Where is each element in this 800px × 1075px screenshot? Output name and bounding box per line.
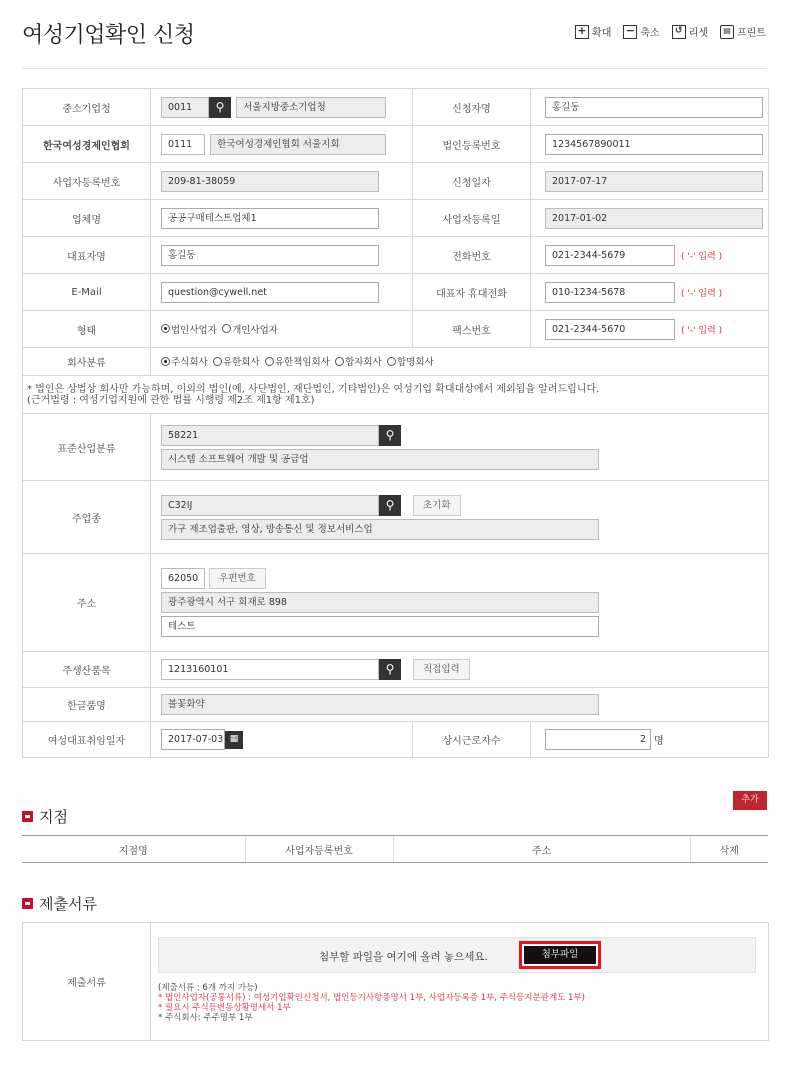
address-label: 주소	[23, 554, 151, 652]
zipcode-button[interactable]: 우편번호	[209, 568, 266, 589]
zoom-in-label: 확대	[592, 28, 612, 39]
printer-icon: ▤	[720, 25, 734, 39]
product-name-input: 볼꽃화약	[161, 694, 599, 715]
main-industry-code: C32IJ	[161, 495, 379, 516]
phone-label: 전화번호	[413, 237, 531, 274]
kwba-name: 한국여성경제인협회 서울지회	[210, 134, 386, 155]
kwba-code: 0111	[161, 134, 205, 155]
apply-date-label: 신청일자	[413, 163, 531, 200]
required-documents-info	[158, 983, 585, 1023]
radio-unchecked-icon	[213, 357, 222, 366]
main-product-label: 주생산품목	[23, 652, 151, 688]
section-marker-icon	[22, 898, 33, 909]
application-form	[22, 88, 769, 758]
sme-office-name: 서울지방중소기업청	[236, 97, 386, 118]
radio-unchecked-icon	[335, 357, 344, 366]
radio-unchecked-icon	[265, 357, 274, 366]
ceo-start-label: 여성대표취임일자	[23, 722, 151, 758]
ksic-name: 시스템 소프트웨어 개발 및 공급업	[161, 449, 599, 470]
radio-general-partnership[interactable]	[387, 354, 434, 368]
applicant-name-input[interactable]: 홍길동	[545, 97, 763, 118]
minus-icon: −	[623, 25, 637, 39]
plus-icon: +	[575, 25, 589, 39]
phone-hint: ( '-' 입력 )	[681, 251, 723, 262]
employees-input[interactable]: 2	[545, 729, 651, 750]
corp-reg-no-label: 법인등록번호	[413, 126, 531, 163]
radio-limited-partnership[interactable]	[335, 354, 382, 368]
ceo-name-label: 대표자명	[23, 237, 151, 274]
branch-table	[22, 835, 768, 863]
ceo-mobile-label: 대표자 휴대전화	[413, 274, 531, 311]
search-icon[interactable]: ⚲	[379, 495, 401, 516]
zipcode-input: 62050	[161, 568, 205, 589]
apply-date-input: 2017-07-17	[545, 171, 763, 192]
radio-individual[interactable]	[222, 322, 278, 336]
main-industry-name: 가구 제조업출판, 영상, 방송통신 및 정보서비스업	[161, 519, 599, 540]
direct-input-button[interactable]: 직접입력	[413, 659, 470, 680]
product-name-label: 한글품명	[23, 688, 151, 722]
required-doc: * 주식회사: 주주명부 1부	[158, 1013, 253, 1023]
email-input[interactable]: question@cywell.net	[161, 282, 379, 303]
form-type-label: 형태	[23, 311, 151, 348]
corp-reg-no-input[interactable]: 1234567890011	[545, 134, 763, 155]
branch-section-title	[22, 806, 68, 827]
fax-hint: ( '-' 입력 )	[681, 325, 723, 336]
radio-label: 개인사업자	[232, 324, 278, 336]
search-icon[interactable]: ⚲	[379, 425, 401, 446]
documents-section-title	[22, 893, 97, 914]
ceo-mobile-input[interactable]: 010-1234-5678	[545, 282, 675, 303]
radio-stock-company[interactable]	[161, 354, 208, 368]
print-label: 프린트	[737, 28, 766, 39]
branch-title-text: 지점	[39, 808, 68, 826]
column-header: 주소	[393, 836, 690, 863]
file-drop-zone[interactable]	[158, 937, 756, 973]
address-line2-input[interactable]: 테스트	[161, 616, 599, 637]
radio-corporate[interactable]	[161, 322, 217, 336]
page-title: 여성기업확인 신청	[22, 23, 195, 48]
radio-unchecked-icon	[222, 324, 231, 333]
column-header: 지점명	[22, 836, 245, 863]
search-icon[interactable]: ⚲	[379, 659, 401, 680]
main-product-code: 1213160101	[161, 659, 379, 680]
radio-checked-icon	[161, 357, 170, 366]
employees-unit: 명	[654, 736, 664, 747]
required-doc: * 법인사업자(공통서류) : 여성기업확인신청서, 법인등기사항증명서 1부, 사업자등록증 1부, 주식등지분관계도 1부)	[158, 993, 585, 1003]
documents-title-text: 제출서류	[39, 895, 97, 913]
column-header: 삭제	[690, 836, 768, 863]
drop-zone-text: 첨부할 파일을 여기에 올려 놓으세요.	[319, 951, 488, 963]
phone-input[interactable]: 021-2344-5679	[545, 245, 675, 266]
radio-label: 법인사업자	[171, 324, 217, 336]
toolbar	[575, 24, 766, 39]
radio-unchecked-icon	[387, 357, 396, 366]
fax-input[interactable]: 021-2344-5670	[545, 319, 675, 340]
employees-label: 상시근로자수	[413, 722, 531, 758]
radio-label: 합명회사	[396, 357, 434, 369]
notice-legal-basis: (근거법령 : 여성기업지원에 관한 법률 시행령 제2조 제1항 제1호)	[27, 394, 315, 406]
company-class-label: 회사분류	[23, 348, 151, 376]
sme-office-code: 0011	[161, 97, 209, 118]
column-header: 사업자등록번호	[245, 836, 393, 863]
zoom-in-button[interactable]	[575, 24, 611, 39]
sme-office-label: 중소기업청	[23, 89, 151, 126]
biz-reg-date-input: 2017-01-02	[545, 208, 763, 229]
applicant-name-label: 신청자명	[413, 89, 531, 126]
radio-llc[interactable]	[265, 354, 330, 368]
ceo-name-input[interactable]: 홍길동	[161, 245, 379, 266]
notice-line: * 법인은 상법상 회사만 가능하며, 이외의 법인(예, 사단법인, 재단법인, 기타법인)은 여성기업 확대대상에서 제외됨을 알려드립니다.	[27, 383, 600, 395]
calendar-icon[interactable]: ▦	[225, 731, 243, 749]
reset-icon: ↺	[672, 25, 686, 39]
main-industry-label: 주업종	[23, 481, 151, 554]
company-name-label: 업체명	[23, 200, 151, 237]
print-button[interactable]	[720, 24, 766, 39]
radio-label: 주식회사	[171, 357, 208, 369]
attach-button-label: 첨부파일	[524, 946, 596, 964]
search-icon[interactable]: ⚲	[209, 97, 231, 118]
documents-limit: (제출서류 : 6개 까지 가능)	[158, 983, 258, 993]
fax-label: 팩스번호	[413, 311, 531, 348]
ceo-mobile-hint: ( '-' 입력 )	[681, 288, 723, 299]
radio-label: 유한회사	[222, 357, 260, 369]
biz-reg-date-label: 사업자등록일	[413, 200, 531, 237]
biz-reg-no-input: 209-81-38059	[161, 171, 379, 192]
radio-label: 유한책임회사	[274, 357, 330, 369]
reset-label: 리셋	[688, 28, 709, 39]
zoom-out-label: 축소	[640, 28, 660, 39]
email-label: E-Mail	[23, 274, 151, 311]
attach-file-button[interactable]	[519, 941, 601, 969]
documents-label: 제출서류	[23, 923, 151, 1041]
notice-box	[23, 376, 769, 414]
add-branch-button[interactable]: 추가	[733, 791, 767, 810]
title-divider	[22, 68, 767, 69]
radio-checked-icon	[161, 324, 170, 333]
radio-limited-company[interactable]	[213, 354, 260, 368]
ceo-start-date-input[interactable]: 2017-07-03	[161, 729, 225, 750]
radio-label: 합자회사	[345, 357, 382, 369]
ksic-code: 58221	[161, 425, 379, 446]
company-name-input[interactable]: 공공구매테스트업체1	[161, 208, 379, 229]
biz-reg-no-label: 사업자등록번호	[23, 163, 151, 200]
zoom-out-button[interactable]	[623, 24, 659, 39]
ksic-label: 표준산업분류	[23, 414, 151, 481]
kwba-label: 한국여성경제인협회	[23, 126, 151, 163]
required-doc: * 필요시 주식등변동상황명세서 1부	[158, 1003, 291, 1013]
reset-industry-button[interactable]: 초기화	[413, 495, 461, 516]
reset-button[interactable]	[672, 24, 708, 39]
section-marker-icon	[22, 811, 33, 822]
address-line1: 광주광역시 서구 회재로 898	[161, 592, 599, 613]
